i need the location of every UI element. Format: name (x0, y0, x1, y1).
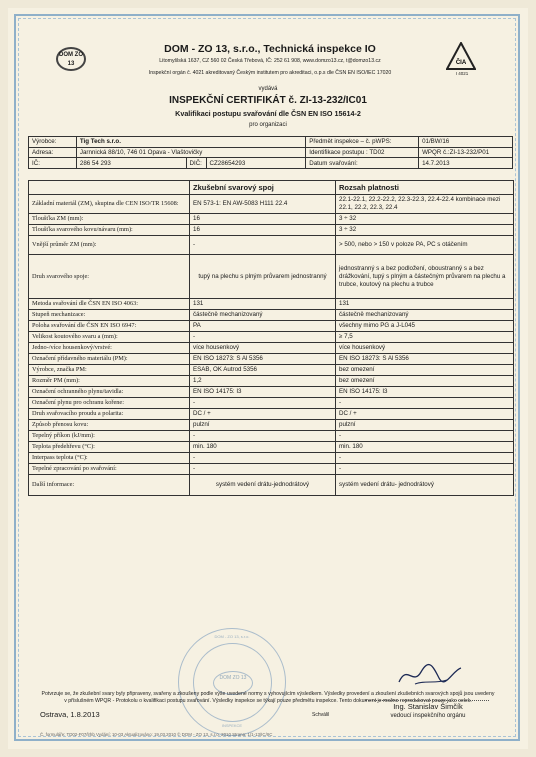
certificate-subtitle: Kvalifikaci postupu svařování dle ČSN EN ISO 15614-2 (175, 109, 361, 118)
row-range: 3 ÷ 32 (336, 214, 514, 225)
manufacturer-value: Tig Tech s.r.o. (76, 137, 305, 148)
row-tested: tupý na plechu s plným průvarem jednostranný (190, 255, 336, 299)
row-tested: více housenkový (190, 343, 336, 354)
row-range: - (336, 453, 514, 464)
row-tested: 16 (190, 225, 336, 236)
row-tested: 16 (190, 214, 336, 225)
row-label: Označení přídavného materiálu (PM): (29, 354, 190, 365)
date-label: Datum svařování: (306, 158, 419, 169)
stamp-center-text: DOM ZO 13 (213, 671, 253, 695)
header-empty-cell (29, 181, 190, 195)
row-tested: - (190, 453, 336, 464)
row-label: Teplota předehřevu (°C): (29, 442, 190, 453)
row-range: bez omezení (336, 365, 514, 376)
row-range: - (336, 464, 514, 475)
row-range: - (336, 431, 514, 442)
row-label: Rozměr PM (mm): (29, 376, 190, 387)
row-range: bez omezení (336, 376, 514, 387)
row-range: jednostranný s a bez podložení, oboustranný s a bez drážkování, tupý s plným a částečným průvarem na plechu a trubce, koutový na plechu a trubce (336, 255, 514, 299)
row-label: Metoda svařování dle ČSN EN ISO 4063: (29, 299, 190, 310)
official-stamp (178, 628, 286, 736)
pwps-value: 01/BW/16 (419, 137, 513, 148)
row-range: > 500, nebo > 150 v poloze PA, PC s otáčením (336, 236, 514, 255)
row-range: EN ISO 18273: S Al 5356 (336, 354, 514, 365)
row-range: ≥ 7,5 (336, 332, 514, 343)
row-tested: EN ISO 18273: S Al 5356 (190, 354, 336, 365)
row-tested: PA (190, 321, 336, 332)
for-organization-label: pro organizaci (249, 122, 287, 128)
pwps-label: Předmět inspekce – č. pWPS: (306, 137, 419, 148)
row-range: 22.1-22.1, 22.2-22.2, 22.3-22.3, 22.4-22.4 kombinace mezi 22.1, 22.2, 22.3, 22.4 (336, 195, 514, 214)
row-range: systém vedení drátu- jednodrátový (336, 475, 514, 496)
form-footer: Č. formuláře: TD02-F07/lrhb Vydání: 10-03 Aktualizováno: 19.03.2010 © DOM - ZO 13, s.r.o. 2010 Strana: 1/1-13/IC/IIC (40, 732, 273, 737)
row-range: všechny mimo PG a J-L045 (336, 321, 514, 332)
address-value: Jarnnická 88/10, 746 01 Opava - Vlaštovičky (76, 147, 305, 158)
row-label: Tloušťka ZM (mm): (29, 214, 190, 225)
cia-badge-text: ČIA (455, 60, 467, 66)
row-tested: EN ISO 14175: I3 (190, 387, 336, 398)
row-label: Další informace: (29, 475, 190, 496)
row-tested: 131 (190, 299, 336, 310)
stamp-bottom-text: INSPEKCE (221, 723, 243, 728)
confirmation-note: Potvrzuje se, že zkušební svary byly připraveny, svařeny a zkoušeny podle výše uvedené normy s vyhovujícím výsledkem. Výsledky provedení a zkoušení zkušebních svarových spojů jsou uvedeny v příslušném WPQR - Protokolu o kvalifikaci postupu svařování. Výsledky inspekce se týkají pouze předmětu inspekce. Tento dokument je možno reprodukovat pouze jako celek. (41, 691, 495, 704)
ic-value: 286 54 293 (76, 158, 186, 169)
row-tested: ESAB, OK Autrod 5356 (190, 365, 336, 376)
signer-role: vedoucí inspekčního orgánu (390, 713, 466, 719)
row-label: Jedno-/více housenkový/vrstvé: (29, 343, 190, 354)
place-and-date: Ostrava, 1.8.2013 (40, 710, 100, 719)
dic-value: CZ28654293 (206, 158, 306, 169)
ic-label: IČ: (29, 158, 77, 169)
ident-value: WPQR č.:ZI-13-232/P01 (419, 147, 513, 158)
approved-label: Schválil (312, 712, 330, 718)
row-label: Interpass teplota (°C): (29, 453, 190, 464)
row-range: 3 ÷ 32 (336, 225, 514, 236)
row-tested: - (190, 398, 336, 409)
row-label: Tloušťka svarového kovu/návaru (mm): (29, 225, 190, 236)
dic-label: DIČ: (186, 158, 206, 169)
cia-badge-number: I 4021 (455, 71, 469, 76)
row-label: Označení plynu pro ochranu kořene: (29, 398, 190, 409)
row-tested: DC / + (190, 409, 336, 420)
manufacturer-label: Výrobce: (29, 137, 77, 148)
company-logo: DOM ZO 13 (56, 47, 86, 71)
row-label: Poloha svařování dle ČSN EN ISO 6947: (29, 321, 190, 332)
handwritten-signature (395, 660, 465, 690)
date-value: 14.7.2013 (419, 158, 513, 169)
signature-line (365, 700, 489, 701)
row-range: EN ISO 14175: I3 (336, 387, 514, 398)
row-label: Druh svařovacího proudu a polarita: (29, 409, 190, 420)
accreditation-text: Inspekční orgán č. 4021 akreditovaný Českým institutem pro akreditaci, o.p.s dle ČSN EN ISO/IEC 17020 (148, 70, 392, 76)
row-range: DC / + (336, 409, 514, 420)
row-tested: EN 573-1: EN AW-5083 H111 22.4 (190, 195, 336, 214)
row-label: Způsob přenosu kovu: (29, 420, 190, 431)
row-tested: - (190, 431, 336, 442)
row-range: - (336, 398, 514, 409)
company-name: DOM - ZO 13, s.r.o., Technická inspekce IO (164, 43, 376, 55)
issued-label: vydává (258, 86, 278, 92)
certificate-title: INSPEKČNÍ CERTIFIKÁT č. ZI-13-232/IC01 (169, 95, 367, 106)
stamp-top-text: DOM - ZO 13, s.r.o. (214, 634, 250, 639)
row-label: Tepelný příkon (kJ/mm): (29, 431, 190, 442)
organization-info-table (28, 136, 513, 169)
row-range: více housenkový (336, 343, 514, 354)
row-label: Tepelné zpracování po svařování: (29, 464, 190, 475)
company-address: Litomyšlská 1637, CZ 560 02 Česká Třebová, IČ: 252 61 908, www.domzo13.cz, t@domzo13.cz (159, 58, 381, 64)
row-label: Výrobce, značka PM: (29, 365, 190, 376)
row-range: částečně mechanizovaný (336, 310, 514, 321)
row-tested: - (190, 332, 336, 343)
row-range: pulzní (336, 420, 514, 431)
welding-parameters-table (28, 180, 514, 496)
column-header-tested: Zkušební svarový spoj (190, 181, 336, 195)
row-tested: 1,2 (190, 376, 336, 387)
ident-label: Identifikace postupu : TD02 (306, 147, 419, 158)
row-label: Velikost koutového svaru a (mm): (29, 332, 190, 343)
row-tested: systém vedení drátu-jednodrátový (190, 475, 336, 496)
row-label: Vnější průměr ZM (mm): (29, 236, 190, 255)
column-header-range: Rozsah platnosti (336, 181, 514, 195)
row-range: min. 180 (336, 442, 514, 453)
row-range: 131 (336, 299, 514, 310)
row-label: Stupeň mechanizace: (29, 310, 190, 321)
row-tested: min. 180 (190, 442, 336, 453)
signer-name: Ing. Stanislav Šimčík (393, 702, 463, 711)
address-label: Adresa: (29, 147, 77, 158)
cia-accreditation-icon (446, 42, 476, 70)
row-tested: - (190, 464, 336, 475)
row-label: Druh svarového spoje: (29, 255, 190, 299)
row-tested: - (190, 236, 336, 255)
row-tested: částečně mechanizovaný (190, 310, 336, 321)
row-label: Základní materiál (ZM), skupina dle CEN ISO/TR 15608: (29, 195, 190, 214)
row-label: Označení ochranného plynu/tavidla: (29, 387, 190, 398)
row-tested: pulzní (190, 420, 336, 431)
